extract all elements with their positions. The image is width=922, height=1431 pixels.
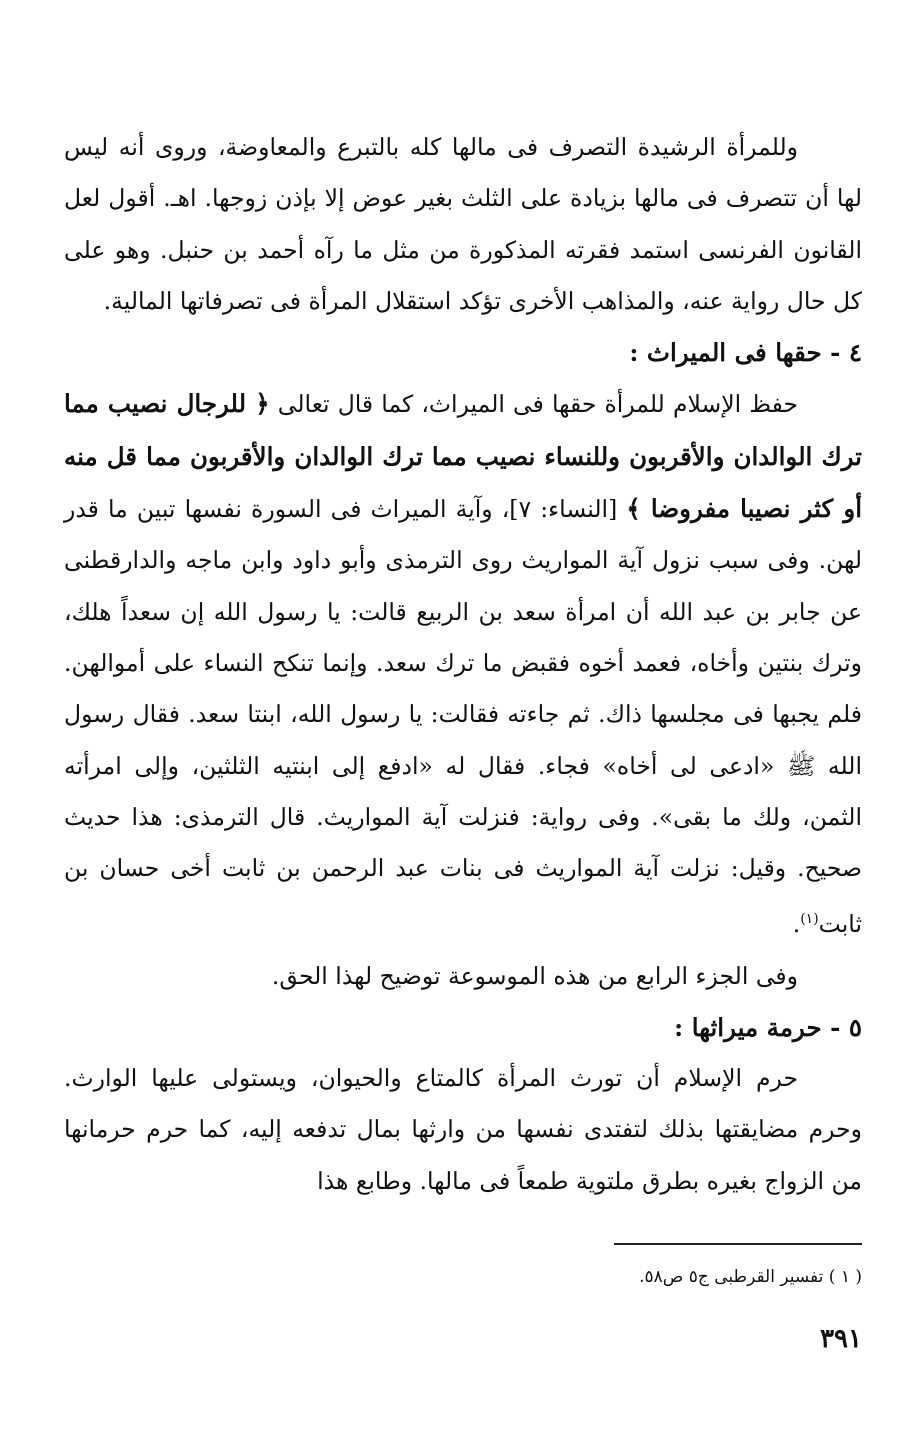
footnote-divider <box>614 1243 862 1245</box>
heading-inheritance-right: ٤ - حقها فى الميراث : <box>629 338 862 368</box>
heading-prohibition-inheriting-her: ٥ - حرمة ميراثها : <box>674 1012 862 1042</box>
inheritance-details: [النساء: ٧]، وآية الميراث فى السورة نفسها تبين ما قدر لهن. وفى سبب نزول آية المواريث روى الترمذى وأبو داود وابن ماجه والدارقطنى عن جابر بن عبد الله أن امرأة سعد بن الربيع قالت: يا رسول الله إن سعداً هلك، وترك بنتين وأخاه، فعمد أخوه فقبض ما ترك سعد. وإنما تنكح النساء على أموالهن. فلم يجبها فى مجلسها ذاك. ثم جاءته فقالت: يا رسول الله، ابنتا سعد. فقال رسول الله ﷺ «ادعى لى أخاه» فجاء. فقال له «ادفع إلى ابنتيه الثلثين، وإلى امرأته الثمن، ولك ما بقى». وفى رواية: فنزلت آية المواريث. قال الترمذى: هذا حديث صحيح. وقيل: نزلت آية المواريث فى بنات عبد الرحمن بن ثابت أخى حسان بن ثابت <box>64 495 862 939</box>
paragraph-financial-autonomy: وللمرأة الرشيدة التصرف فى مالها كله بالتبرع والمعاوضة، وروى أنه ليس لها أن تتصرف فى مالها بزيادة على الثلث بغير عوض إلا بإذن زوجها. اهـ. أقول لعل القانون الفرنسى استمد فقرته المذكورة من مثل ما رآه أحمد بن حنبل. وهو على كل حال رواية عنه، والمذاهب الأخرى تؤكد استقلال المرأة فى تصرفاتها المالية. <box>64 133 862 315</box>
page-number: ٣٩١ <box>820 1324 862 1354</box>
body-text <box>64 122 862 1207</box>
paragraph-inheritance <box>64 378 862 950</box>
quran-verse: ﴿ للرجال نصيب مما ترك الوالدان والأقربون وللنساء نصيب مما ترك الوالدان والأقربون مما قل منه أو كثر نصيبا مفروضا ﴾ <box>64 389 863 524</box>
inheritance-intro: حفظ الإسلام للمرأة حقها فى الميراث، كما قال تعالى <box>277 390 798 419</box>
inheritance-end: . <box>792 910 801 939</box>
paragraph-fourth-volume: وفى الجزء الرابع من هذه الموسوعة توضيح لهذا الحق. <box>271 961 798 990</box>
paragraph-prohibition: حرم الإسلام أن تورث المرأة كالمتاع والحيوان، ويستولى عليها الوارث. وحرم مضايقتها بذلك لتفتدى نفسها من وارثها بمال تدفعه إليه، كما حرم حرمانها من الزواج بغيره بطرق ملتوية طمعاً فى مالها. وطابع هذا <box>64 1064 862 1195</box>
footnote-reference[interactable]: (١) <box>800 911 819 928</box>
footnote: ( ١ ) تفسير القرطبى ج٥ ص٥٨. <box>639 1267 862 1287</box>
